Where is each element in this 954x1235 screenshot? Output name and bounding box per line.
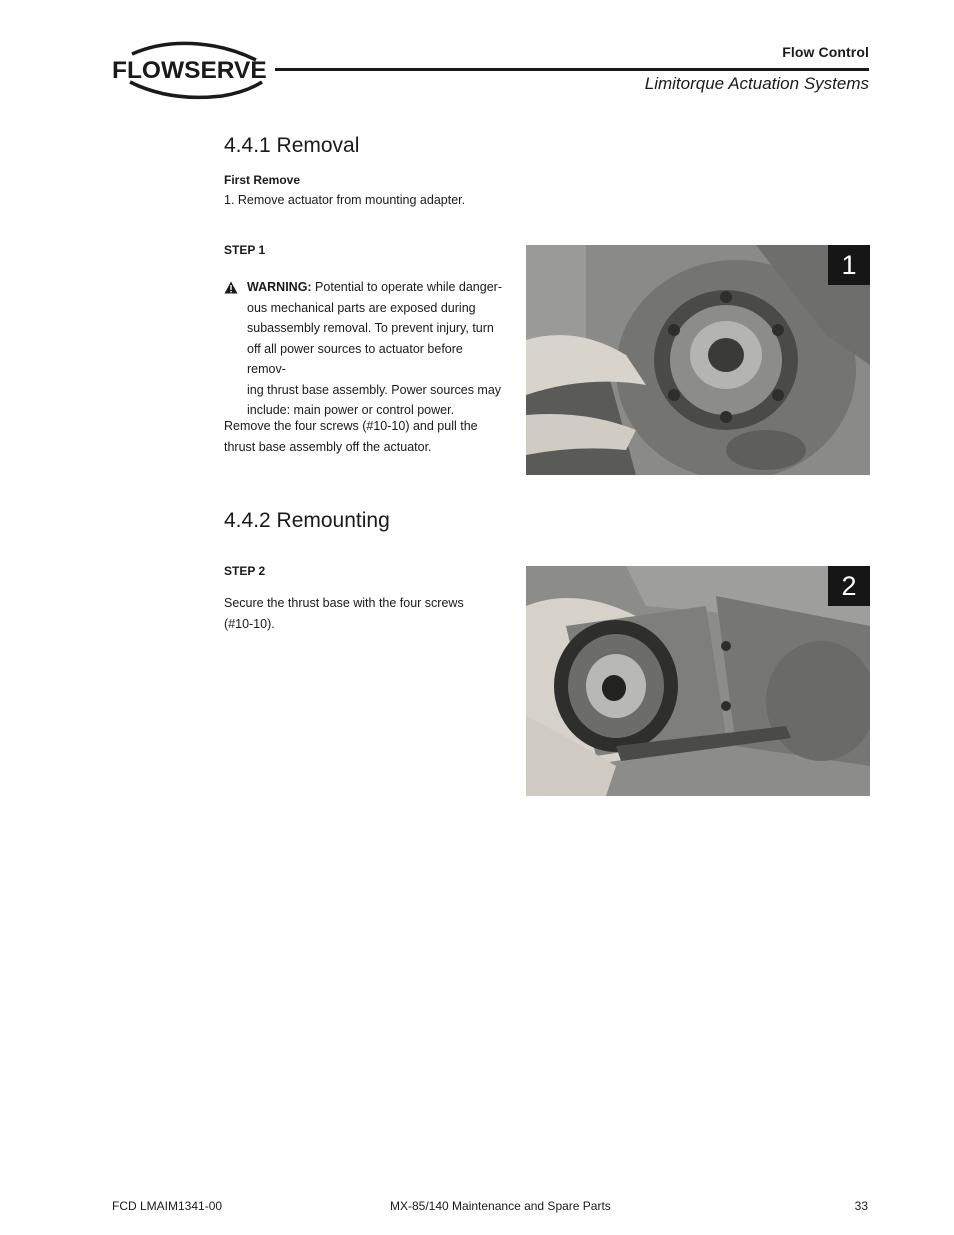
figure-2-number: 2 <box>828 566 870 606</box>
section-heading-removal: 4.4.1 Removal <box>224 134 360 157</box>
first-remove-label: First Remove <box>224 173 301 187</box>
warning-line: subassembly removal. To prevent injury, turn <box>247 321 494 335</box>
step-2-instruction: Secure the thrust base with the four screws (#10-10). <box>224 596 464 631</box>
logo-wordmark: FLOWSERVE <box>112 57 267 84</box>
footer-doc-code: FCD LMAIM1341-00 <box>112 1199 223 1213</box>
step-1-instruction: Remove the four screws (#10-10) and pull the thrust base assembly off the actuator. <box>224 419 478 454</box>
first-remove-item: 1. Remove actuator from mounting adapter. <box>224 193 466 207</box>
figure-2-photo <box>526 566 870 796</box>
header-rule <box>275 68 869 71</box>
step-2-label: STEP 2 <box>224 564 266 578</box>
division-name: Flow Control <box>782 44 869 60</box>
footer-doc-title: MX-85/140 Maintenance and Spare Parts <box>390 1199 611 1213</box>
warning-line: ing thrust base assembly. Power sources may <box>247 382 502 397</box>
figure-1-photo <box>526 245 870 475</box>
warning-line: ous mechanical parts are exposed during <box>247 300 476 315</box>
warning-line: off all power sources to actuator before remov- <box>247 341 463 376</box>
warning-line: WARNING: Potential to operate while danger- <box>247 280 502 294</box>
section-heading-remounting: 4.4.2 Remounting <box>224 509 390 532</box>
warning-block <box>224 277 504 421</box>
warning-triangle-icon <box>224 281 238 294</box>
warning-line: include: main power or control power. <box>247 403 455 417</box>
footer-page-number: 33 <box>854 1199 868 1213</box>
figure-1-number: 1 <box>828 245 870 285</box>
header-subtitle: Limitorque Actuation Systems <box>644 74 869 93</box>
flowserve-logo <box>110 40 270 100</box>
warning-label: WARNING: <box>247 280 312 294</box>
step-1-label: STEP 1 <box>224 243 266 257</box>
